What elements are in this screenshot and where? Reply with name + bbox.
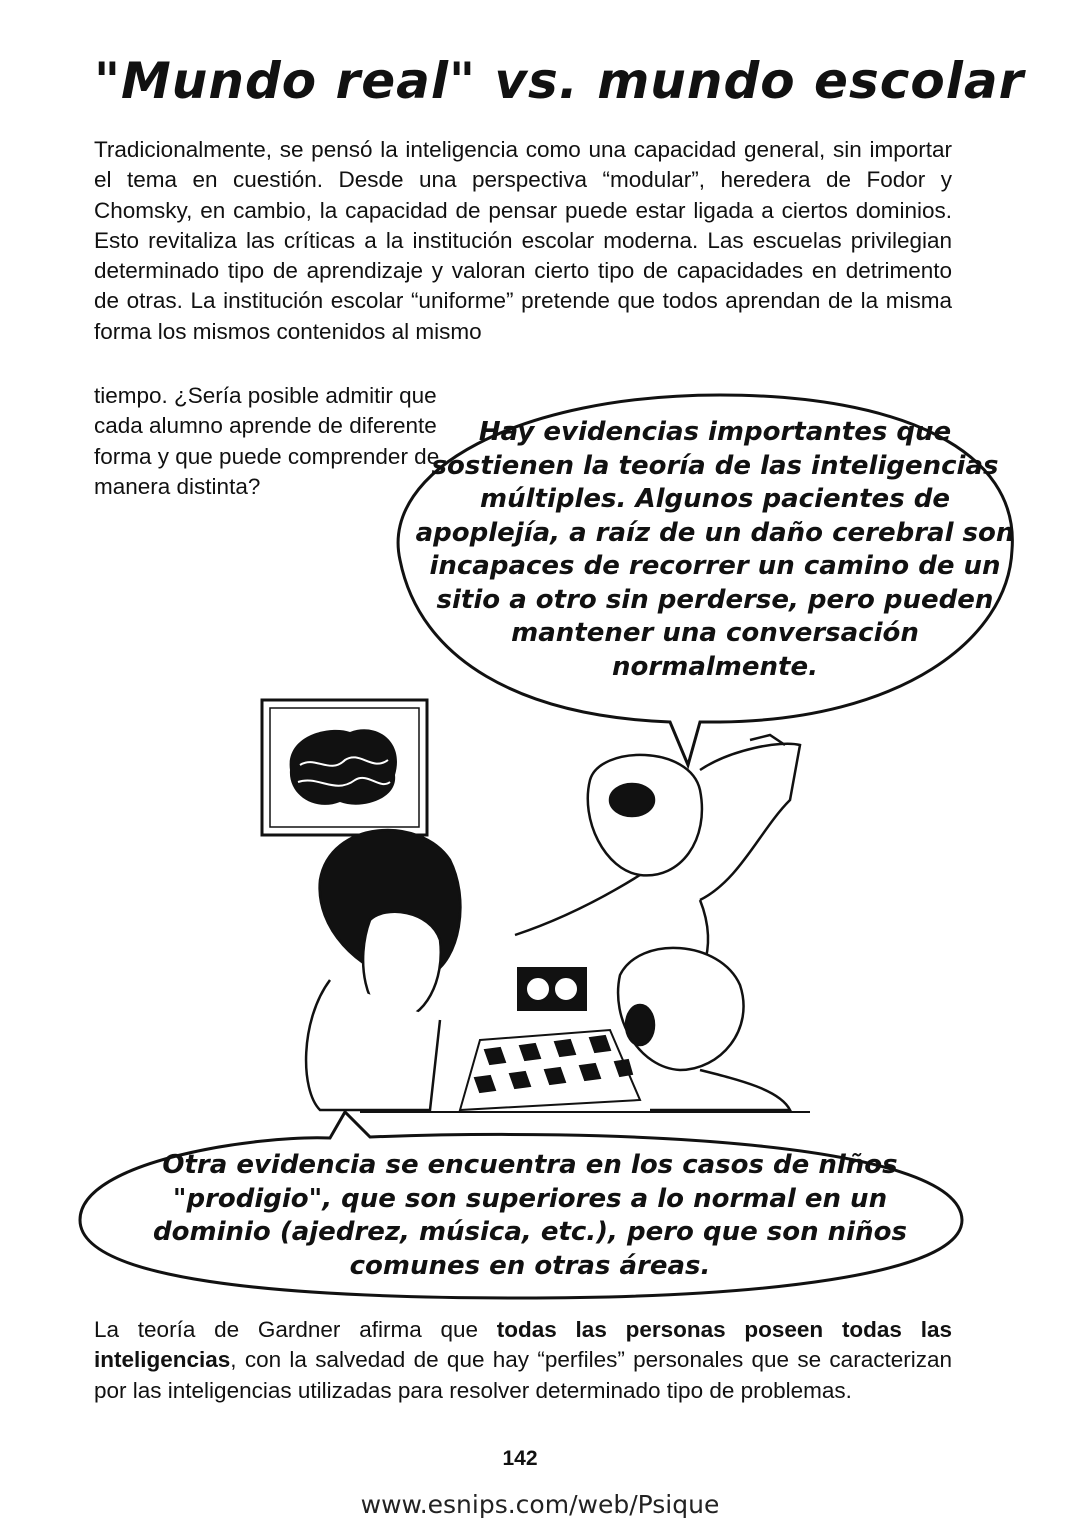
outro-text-bold: todas las personas poseen todas las inteligencias	[94, 1317, 952, 1373]
speech-bubble-bottom-text: Otra evidencia se encuentra en los casos de niños "prodigio", que son superiores a lo normal en un dominio (ajedrez, música, etc.), pero que son niños comunes en otras áreas.	[153, 1150, 907, 1281]
outro-paragraph	[94, 1315, 952, 1406]
intro-paragraph-continuation: tiempo. ¿Sería posible admitir que cada alumno aprende de diferente forma y que puede comprender de manera distinta?	[94, 383, 440, 499]
outro-text-start: La teoría de Gardner afirma que	[94, 1317, 497, 1342]
intro-paragraph: Tradicionalmente, se pensó la inteligencia como una capacidad general, sin importar el tema en cuestión. Desde una perspectiva “modular”, heredera de Fodor y Chomsky, en cambio, la capacidad de pensar puede estar ligada a ciertos dominios. Esto revitaliza las críticas a la institución escolar moderna. Las escuelas privilegian determinado tipo de aprendizaje y valoran cierto tipo de capacidades en detrimento de otras. La institución escolar “uniforme” pretende que todos aprendan de la misma forma los mismos contenidos al mismo	[94, 137, 952, 344]
footer-url[interactable]: www.esnips.com/web/Psique	[360, 1490, 720, 1519]
opponent-figure	[618, 948, 790, 1110]
page-title: "Mundo real" vs. mundo escolar	[94, 52, 1025, 110]
speech-bubble-top-text: Hay evidencias importantes que sostienen la teoría de las inteligencias múltiples. Algunos pacientes de apoplejía, a raíz de un daño cerebral son incapaces de recorrer un camino de un sitio a otro sin perderse, pero pueden mantener una conversación normalmente.	[415, 417, 1015, 682]
outro-text-end: , con la salvedad de que hay “perfiles” personales que se caracterizan por las inteligencias utilizadas para resolver determinado tipo de problemas.	[94, 1347, 952, 1403]
brain-picture-frame	[262, 700, 427, 835]
boy-figure	[306, 830, 460, 1110]
chess-set	[460, 968, 640, 1110]
page-number: 142	[502, 1447, 538, 1470]
